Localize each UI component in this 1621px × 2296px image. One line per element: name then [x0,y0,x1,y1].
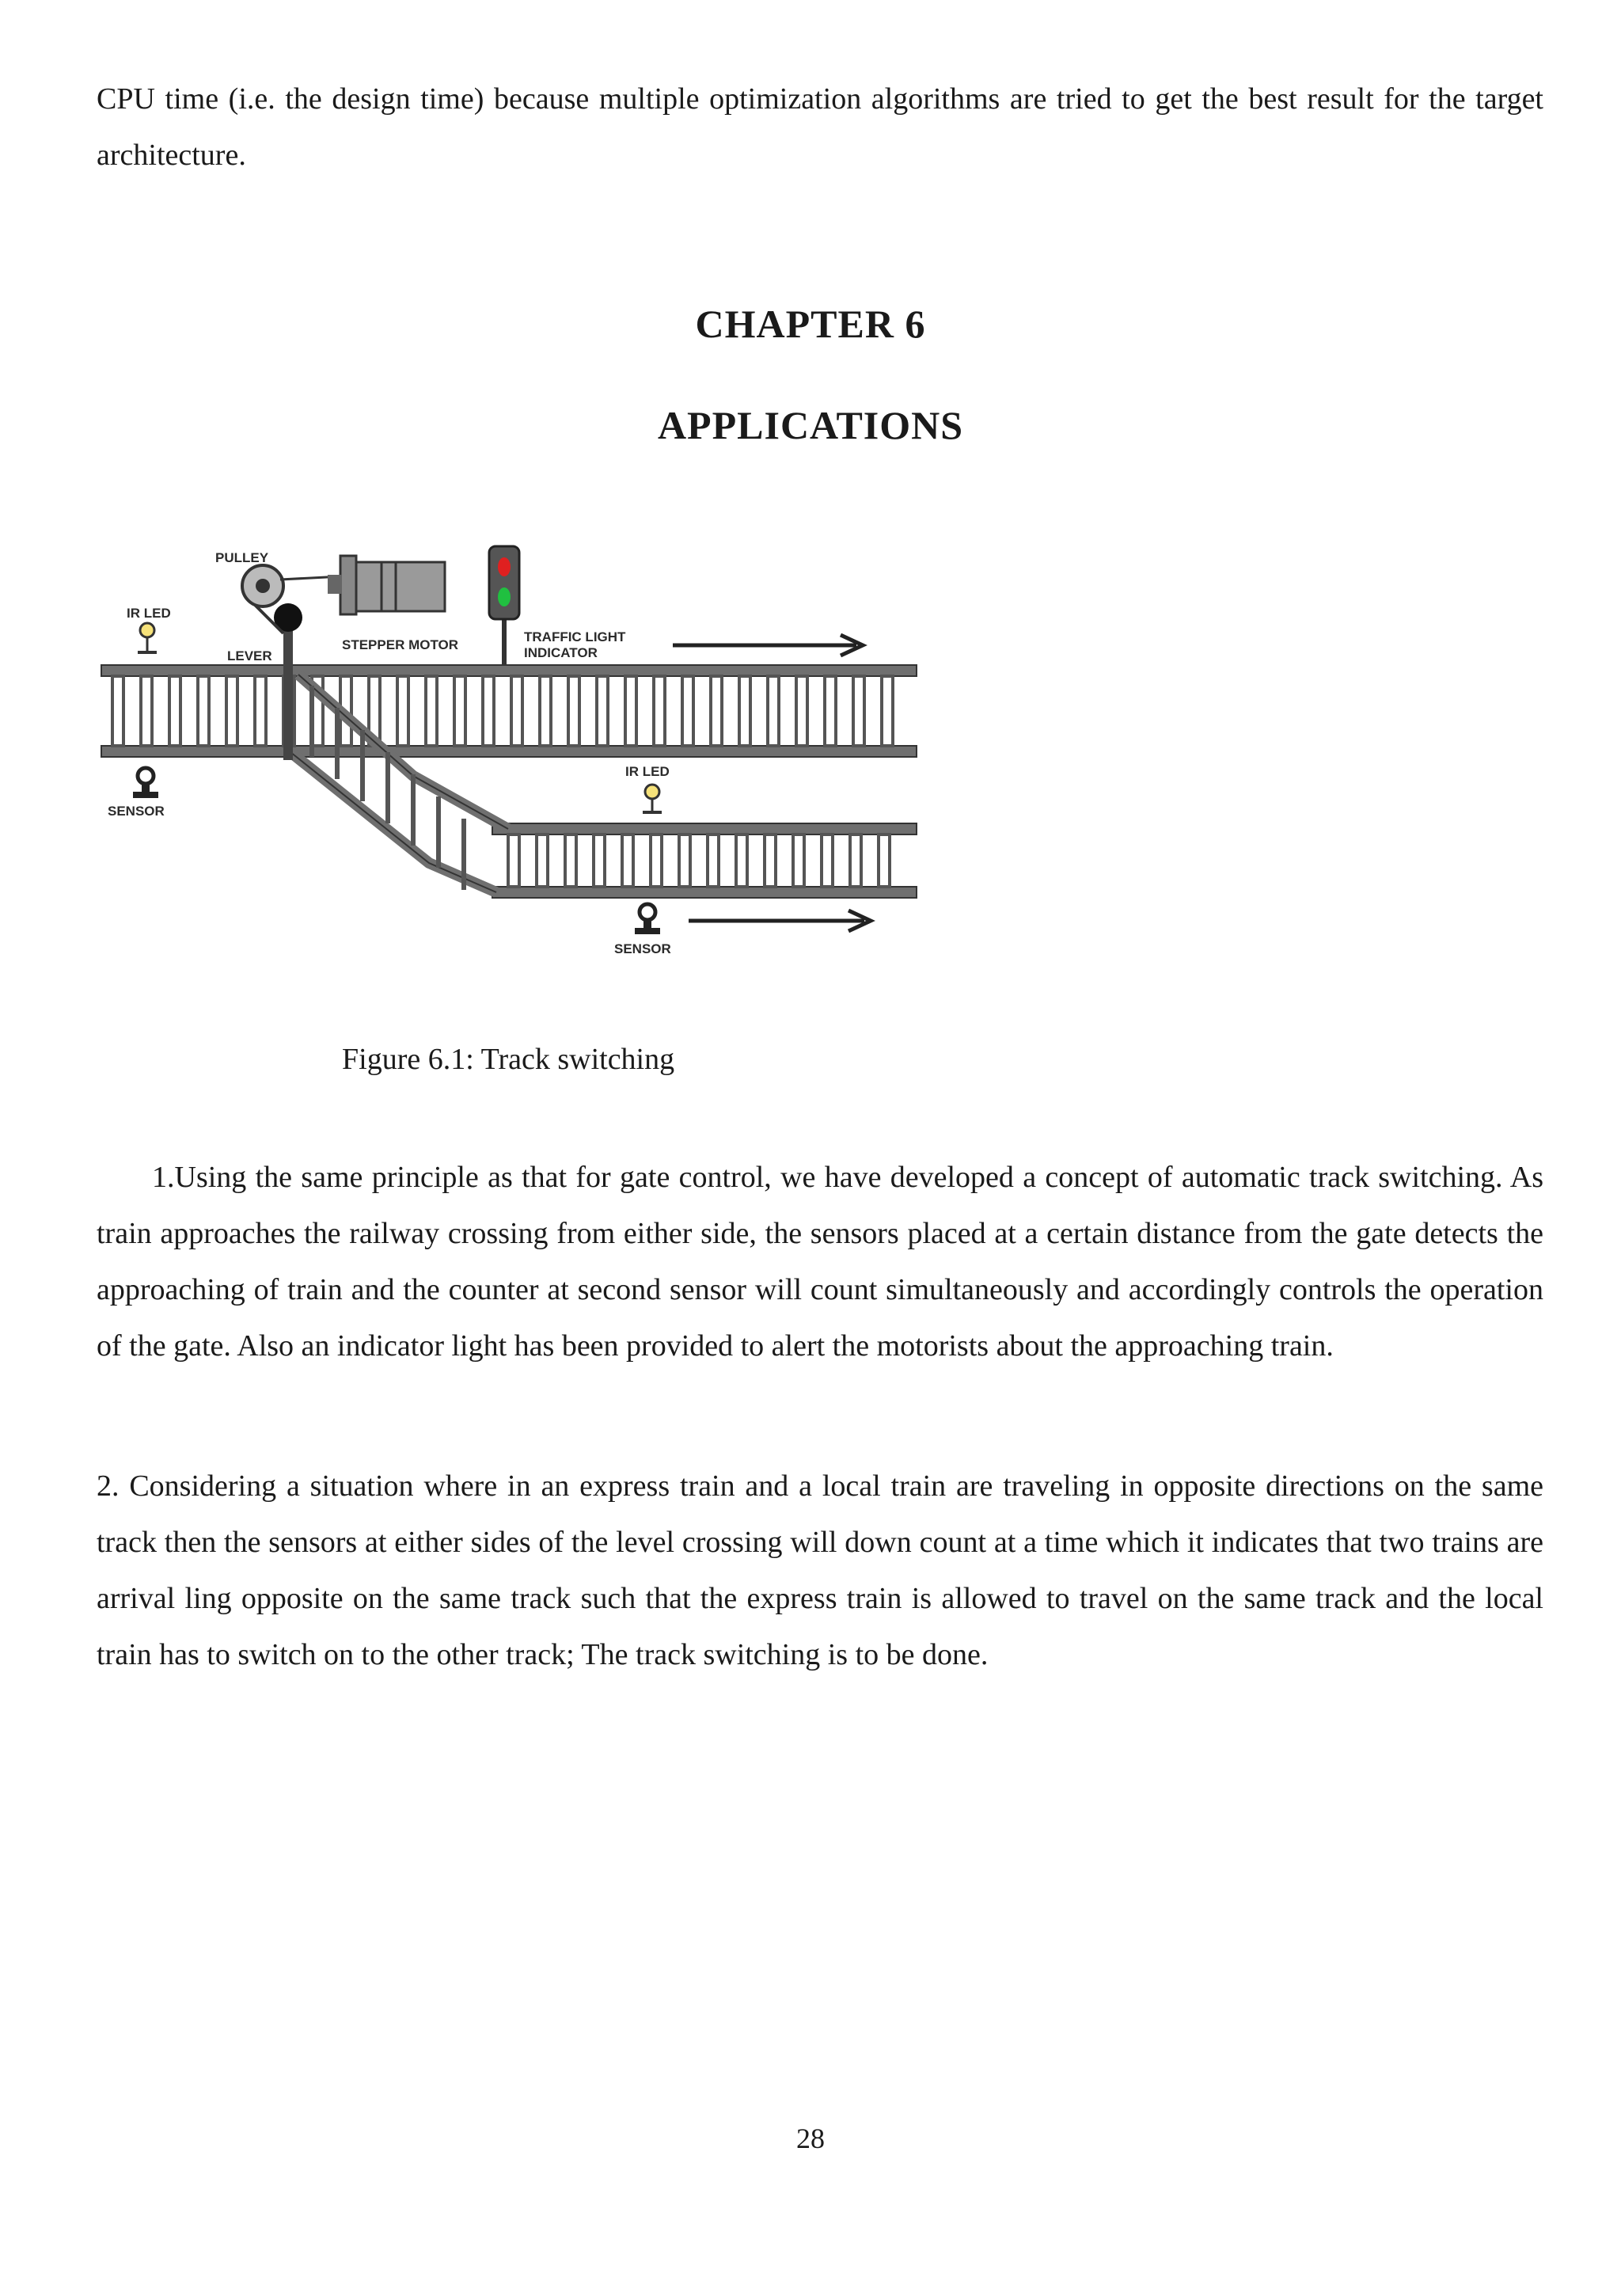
track-sleeper [736,834,747,887]
track-sleeper [198,676,209,746]
track-sleeper [511,676,522,746]
track-sleeper [397,676,408,746]
chapter-number: CHAPTER 6 [695,302,926,346]
label-ir-led-mid: IR LED [625,764,670,779]
intro-paragraph: CPU time (i.e. the design time) because multiple optimization algorithms are tried to get the best result for the target architecture. [97,82,1543,172]
track-sleeper [141,676,152,746]
track-sleeper [255,676,266,746]
track-sleeper [679,834,690,887]
track-sleeper [825,676,836,746]
track-sleeper [597,676,608,746]
main-track [101,665,917,757]
label-ir-led-top: IR LED [127,606,171,621]
track-sleeper [853,676,864,746]
stepper-motor [328,556,445,614]
track-sleeper [768,676,779,746]
track-sleeper [739,676,750,746]
traffic-light [489,546,519,665]
track-sleeper [537,834,548,887]
track-sleeper [540,676,551,746]
label-traffic-light: TRAFFIC LIGHT [524,629,626,644]
track-sleeper [622,834,633,887]
label-sensor-bottom: SENSOR [614,941,671,956]
direction-arrow-top [673,635,863,656]
track-sleeper [568,676,579,746]
track-sleeper [565,834,576,887]
track-sleeper [226,676,237,746]
figure-caption: Figure 6.1: Track switching [342,1043,675,1076]
ir-led-top-icon [138,623,157,652]
label-pulley: PULLEY [215,550,269,565]
track-sleeper [483,676,494,746]
track-switching-figure [97,538,936,966]
track-sleeper [711,676,722,746]
track-sleeper [426,676,437,746]
track-sleeper [879,834,890,887]
sensor-bottom-icon [635,904,660,934]
sensor-left-icon [133,768,158,798]
track-sleeper [765,834,776,887]
direction-arrow-bottom [689,910,871,931]
track-sleeper [793,834,804,887]
track-sleeper [850,834,861,887]
page-number: 28 [796,2123,825,2154]
track-sleeper [882,676,893,746]
track-sleeper [625,676,636,746]
track-sleeper [454,676,465,746]
track-sleeper [508,834,519,887]
track-sleeper [594,834,605,887]
label-lever: LEVER [227,648,272,663]
track-sleeper [708,834,719,887]
paragraph-1: 1.Using the same principle as that for gate control, we have developed a concept of automatic track switching. As train approaches the railway crossing from either side, the sensors placed at a certain distance from the gate detects the approaching of train and the counter at second sensor will count simultaneously and accordingly controls the operation of the gate. Also an indicator light has been provided to alert the motorists about the approaching train. [97,1161,1543,1363]
track-sleeper [112,676,123,746]
chapter-title: APPLICATIONS [657,403,964,447]
label-indicator: INDICATOR [524,645,598,660]
track-sleeper [654,676,665,746]
track-sleeper [682,676,693,746]
label-stepper-motor: STEPPER MOTOR [342,637,459,652]
track-sleeper [796,676,807,746]
track-sleeper [822,834,833,887]
ir-led-mid-icon [643,785,662,812]
track-sleeper [169,676,180,746]
track-sleeper [651,834,662,887]
label-sensor-left: SENSOR [108,804,165,819]
paragraph-2: 2. Considering a situation where in an express train and a local train are traveling in opposite directions on the same track then the sensors at either sides of the level crossing will down count at a time which it indicates that two trains are arrival ling opposite on the same track such that the express train is allowed to travel on the same track and the local train has to switch on to the other track; The track switching is to be done. [97,1469,1543,1671]
